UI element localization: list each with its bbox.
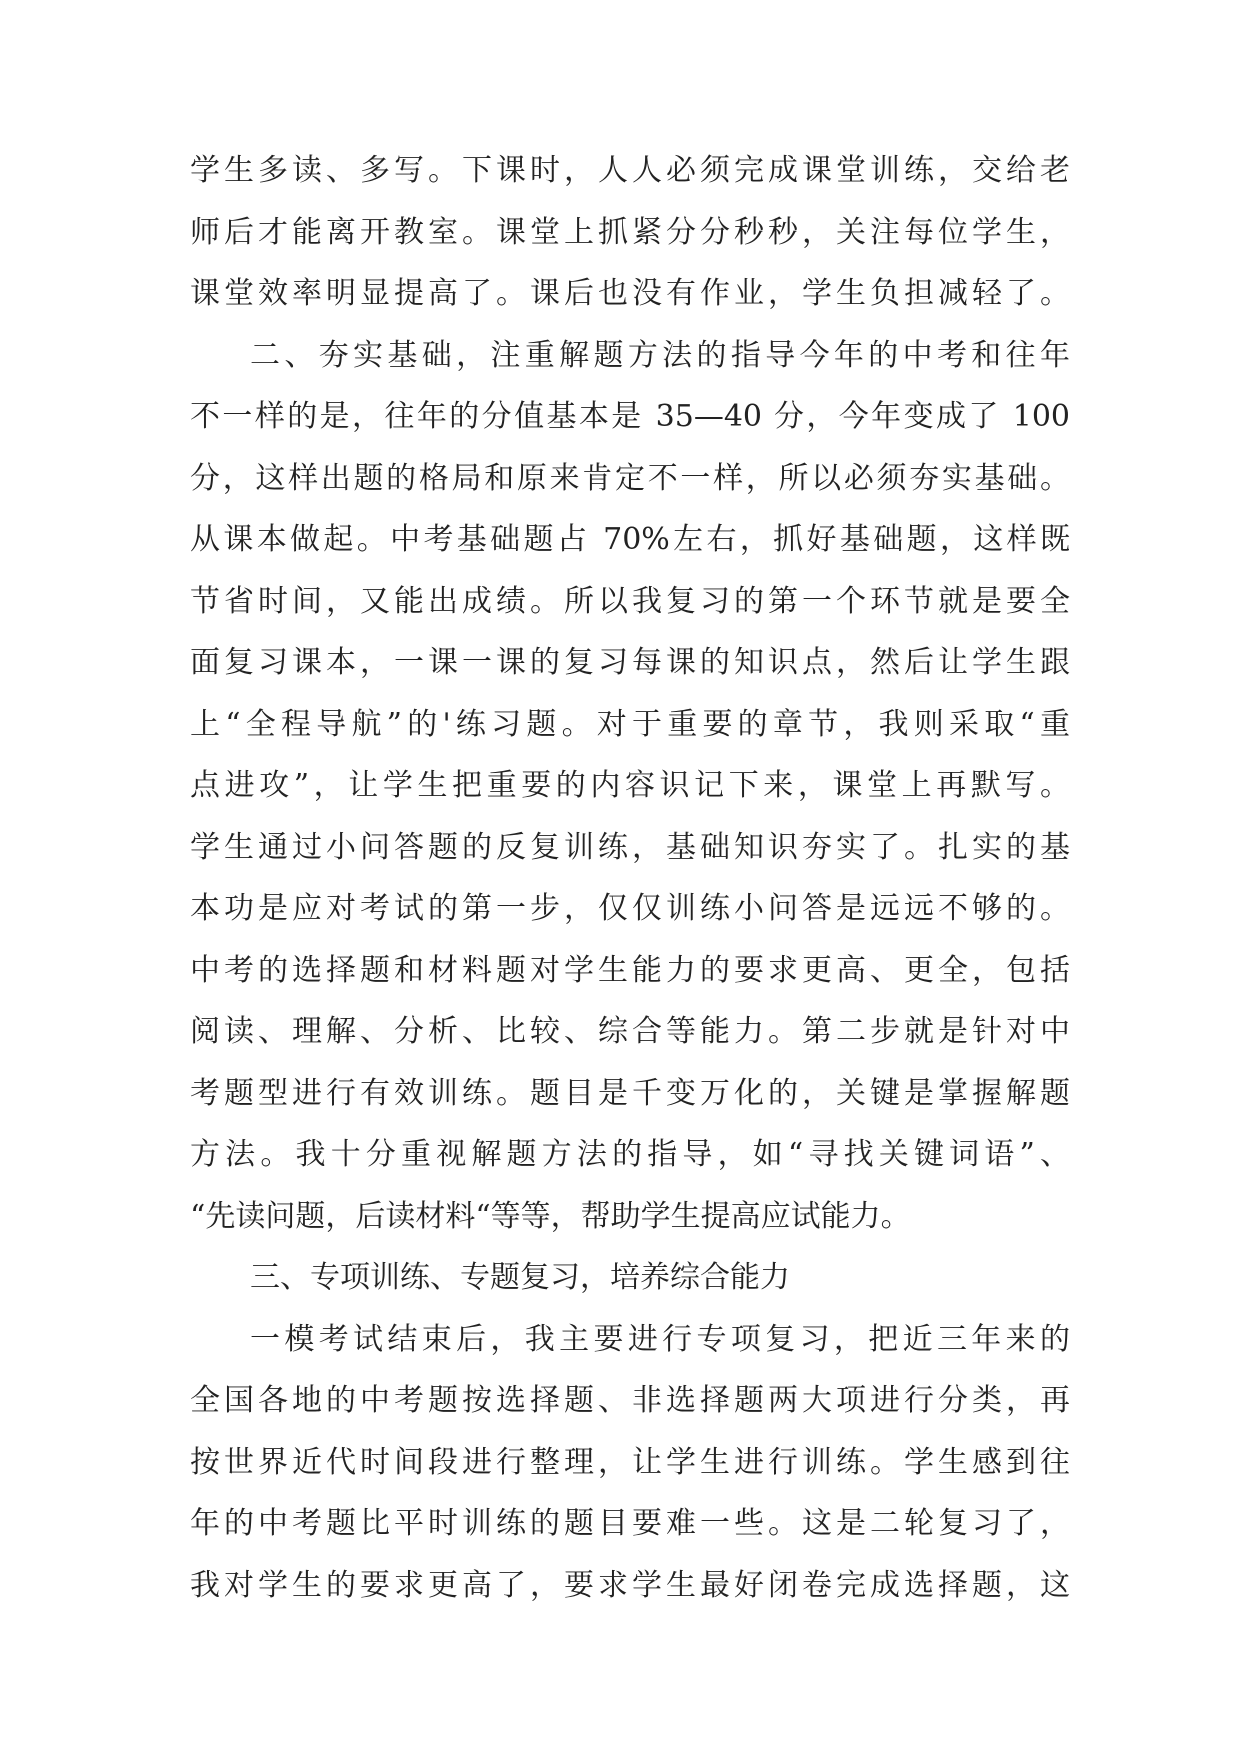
text-line: 一模考试结束后，我主要进行专项复习，把近三年来的	[250, 1321, 1070, 1357]
text-line: 点进攻”，让学生把重要的内容识记下来，课堂上再默写。	[190, 768, 1070, 803]
section-heading-line: 二、夯实基础，注重解题方法的指导今年的中考和往年	[250, 337, 1070, 373]
text-line: 节省时间，又能出成绩。所以我复习的第一个环节就是要全	[190, 583, 1070, 619]
text-line: 分，这样出题的格局和原来肯定不一样，所以必须夯实基础。	[190, 460, 1070, 496]
text-line: 方法。我十分重视解题方法的指导，如“寻找关键词语”、	[190, 1137, 1070, 1172]
text-line: 不一样的是，往年的分值基本是 35—40 分，今年变成了 100	[190, 399, 1070, 434]
text-line: 从课本做起。中考基础题占 70%左右，抓好基础题，这样既	[190, 522, 1070, 557]
text-line: 全国各地的中考题按选择题、非选择题两大项进行分类，再	[190, 1383, 1070, 1418]
text-line: 考题型进行有效训练。题目是千变万化的，关键是掌握解题	[190, 1075, 1070, 1111]
text-line: 我对学生的要求更高了，要求学生最好闭卷完成选择题，这	[190, 1567, 1070, 1603]
text-line: 按世界近代时间段进行整理，让学生进行训练。学生感到往	[190, 1444, 1070, 1480]
text-line: 学生通过小问答题的反复训练，基础知识夯实了。扎实的基	[190, 829, 1070, 865]
text-line: 学生多读、多写。下课时，人人必须完成课堂训练，交给老	[190, 153, 1070, 188]
text-line: 上“全程导航”的'练习题。对于重要的章节，我则采取“重	[190, 706, 1070, 742]
text-line: 本功是应对考试的第一步，仅仅训练小问答是远远不够的。	[190, 891, 1070, 926]
text-line: 面复习课本，一课一课的复习每课的知识点，然后让学生跟	[190, 645, 1070, 680]
text-line: 年的中考题比平时训练的题目要难一些。这是二轮复习了，	[190, 1506, 1070, 1541]
section-heading: 三、专项训练、专题复习，培养综合能力	[250, 1260, 790, 1295]
text-line: 中考的选择题和材料题对学生能力的要求更高、更全，包括	[190, 952, 1070, 988]
text-line: “先读问题，后读材料“等等，帮助学生提高应试能力。	[190, 1198, 911, 1234]
text-line: 师后才能离开教室。课堂上抓紧分分秒秒，关注每位学生，	[190, 214, 1070, 250]
body-text	[190, 140, 1070, 1616]
text-line: 阅读、理解、分析、比较、综合等能力。第二步就是针对中	[190, 1014, 1070, 1049]
text-line: 课堂效率明显提高了。课后也没有作业，学生负担减轻了。	[190, 276, 1070, 311]
